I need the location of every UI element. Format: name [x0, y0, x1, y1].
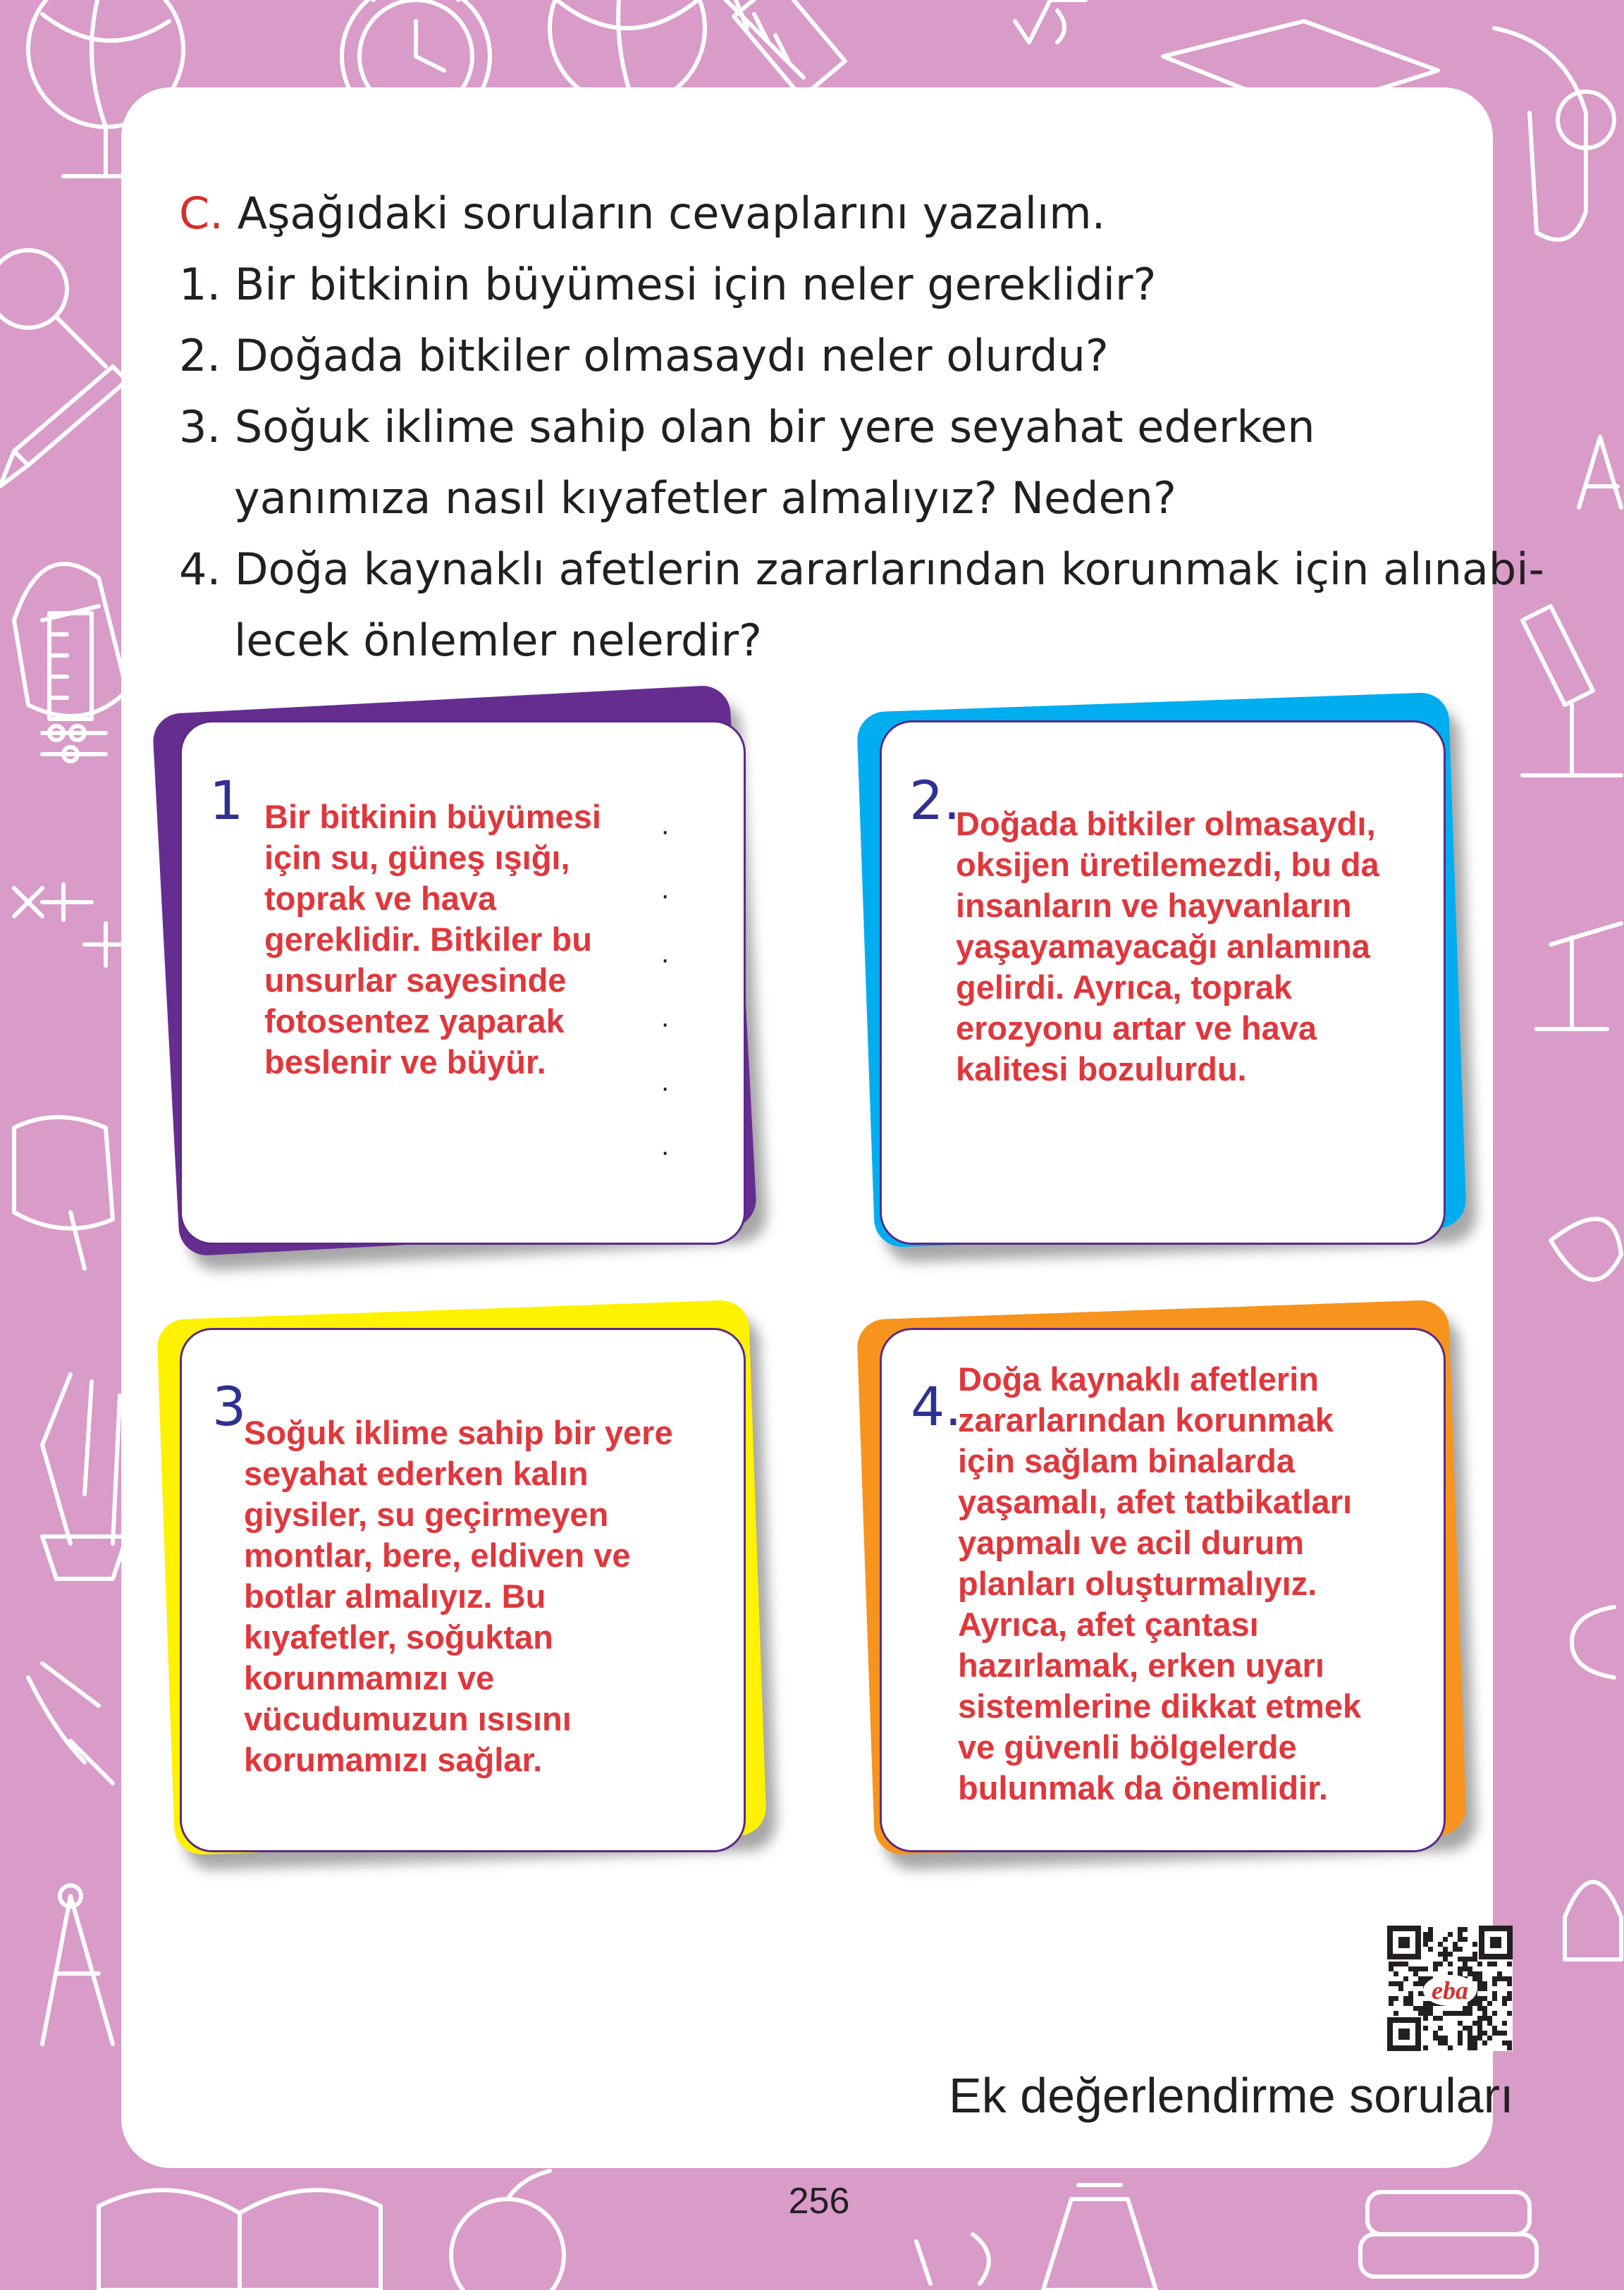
answer-number: 2. — [909, 769, 961, 832]
backpack-icon — [14, 564, 127, 716]
letter-a-icon — [1579, 437, 1621, 507]
question-2: 2. Doğada bitkiler olmasaydı neler olurdu? — [179, 330, 1109, 381]
magnifier-icon — [0, 250, 106, 367]
letter-c-icon — [1572, 1607, 1614, 1678]
task-heading — [179, 178, 1561, 249]
qr-code[interactable] — [1387, 1926, 1513, 2051]
task-letter: C. — [179, 187, 223, 239]
additional-questions-caption: Ek değerlendirme soruları — [949, 2068, 1514, 2123]
spiral-notebook-icon — [712, 0, 845, 97]
answer-number: 3 — [212, 1375, 247, 1438]
task-section — [179, 178, 1561, 676]
stacked-books-icon — [1360, 2192, 1537, 2277]
leaf-icon — [1551, 1219, 1621, 1279]
ruler-icon — [49, 613, 92, 719]
question-4-continued: lecek önlemler nelerdir? — [234, 615, 762, 666]
answer-number: 4. — [911, 1375, 962, 1438]
text-doodle-icon — [916, 2234, 989, 2284]
page-number: 256 — [788, 2181, 850, 2222]
answer-text: Bir bitkinin büyümesi için su, güneş ışığı, toprak ve hava gereklidir. Bitkiler bu unsurlar sayesinde fotosentez yaparak beslenir ve büyür. — [264, 798, 601, 1081]
dot-column: · · · · · · — [660, 815, 670, 1167]
math-sqrt-icon — [1015, 0, 1085, 42]
bell-icon — [1565, 1882, 1621, 1959]
question-1: 1. Bir bitkinin büyümesi için neler gereklidir? — [179, 259, 1157, 310]
answer-card-1 — [180, 720, 786, 1270]
eba-logo: eba — [1432, 1976, 1468, 2005]
answer-text: Doğada bitkiler olmasaydı, oksijen üretilemezdi, bu da insanların ve hayvanların yaşayamayacağı anlamına gelirdi. Ayrıca, toprak erozyonu artar ve hava kalitesi bozulurdu. — [956, 805, 1379, 1088]
ink-bottle-icon — [1043, 2185, 1156, 2290]
lamp-icon — [1537, 923, 1621, 1029]
test-tube-icon — [28, 1663, 113, 1783]
answer-card-4 — [880, 1328, 1486, 1878]
answer-text: Doğa kaynaklı afetlerin zararlarından korunmak için sağlam binalarda yaşamalı, afet tatbikatları yapmalı ve acil durum planları oluşturmalıyız. Ayrıca, afet çantası hazırlamak, erken uyarı sistemlerine dikkat etmek ve güvenli bölgelerde bulunmak da önemlidir. — [958, 1360, 1362, 1806]
answer-number: 1 — [209, 769, 244, 832]
brush-icon — [42, 1374, 127, 1579]
answer-card-3 — [180, 1328, 786, 1878]
math-symbols-icon — [14, 885, 127, 966]
apple-icon — [451, 2171, 564, 2290]
answer-text: Soğuk iklime sahip bir yere seyahat ederken kalın giysiler, su geçirmeyen montlar, bere, eldiven ve botlar almalıyız. Bu kıyafetler, soğuktan korunmamızı ve vücudumuzun ısısını korumamızı sağlar. — [244, 1414, 673, 1778]
question-3-continued: yanımıza nasıl kıyafetler almalıyız? Neden? — [234, 472, 1176, 524]
answer-card-2 — [880, 720, 1486, 1270]
book-icon — [99, 2190, 381, 2290]
question-4: 4. Doğa kaynaklı afetlerin zararlarından korunmak için alınabi- — [179, 543, 1544, 595]
compass-icon — [42, 1885, 113, 2044]
task-heading-text: Aşağıdaki soruların cevaplarını yazalım. — [223, 187, 1106, 239]
question-3: 3. Soğuk iklime sahip olan bir yere seyahat ederken — [179, 401, 1315, 453]
trumpet-icon — [14, 1117, 113, 1269]
abacus-icon — [42, 726, 106, 761]
pencil-icon — [0, 367, 127, 486]
